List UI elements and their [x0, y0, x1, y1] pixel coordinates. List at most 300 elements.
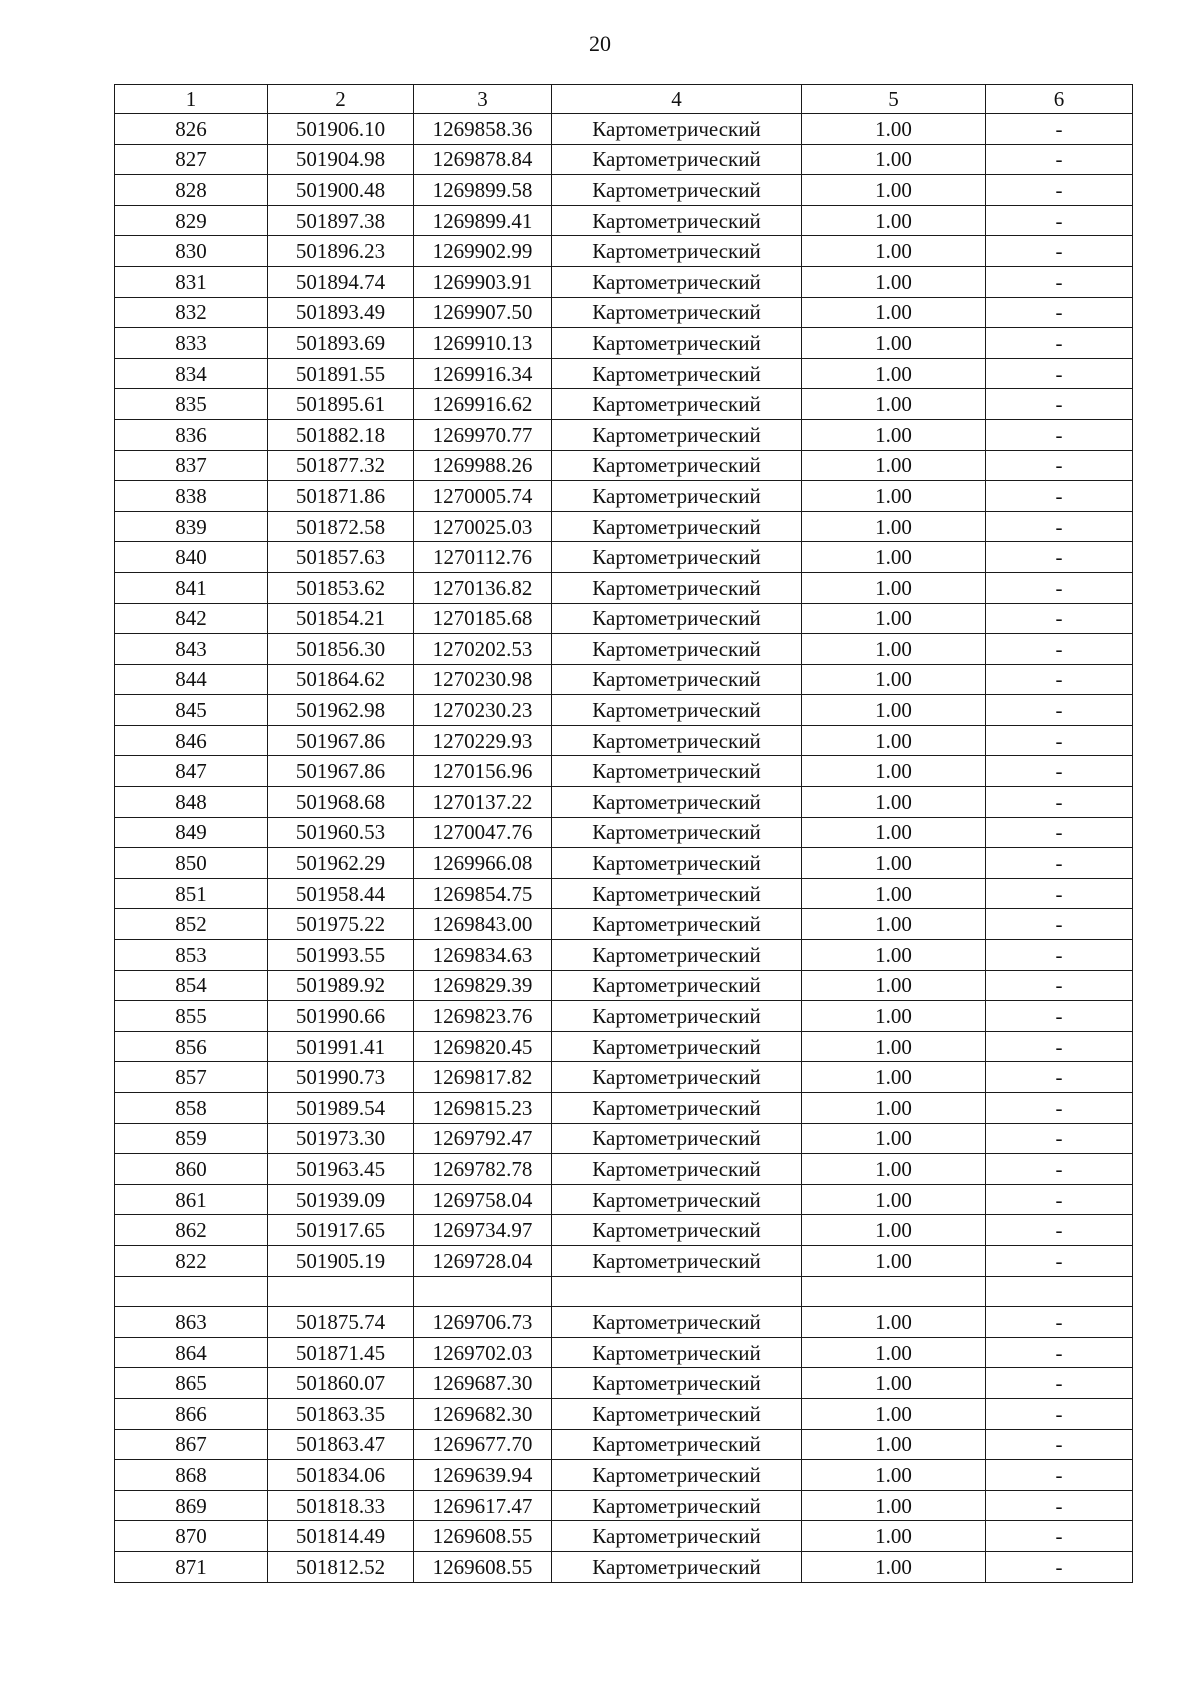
- note-cell: -: [986, 144, 1133, 175]
- table-row: [115, 1460, 1133, 1491]
- x-coordinate-cell: 501872.58: [268, 511, 414, 542]
- x-coordinate-cell: 501896.23: [268, 236, 414, 267]
- x-coordinate-cell: 501877.32: [268, 450, 414, 481]
- method-cell: Картометрический: [552, 695, 802, 726]
- accuracy-cell: 1.00: [802, 1337, 986, 1368]
- accuracy-cell: 1.00: [802, 542, 986, 573]
- accuracy-cell: 1.00: [802, 695, 986, 726]
- x-coordinate-cell: 501834.06: [268, 1460, 414, 1491]
- y-coordinate-cell: 1269728.04: [414, 1245, 552, 1276]
- point-number-cell: 869: [115, 1490, 268, 1521]
- method-cell: Картометрический: [552, 725, 802, 756]
- x-coordinate-cell: 501958.44: [268, 878, 414, 909]
- point-number-cell: 859: [115, 1123, 268, 1154]
- column-header-6: 6: [986, 85, 1133, 114]
- table-row: [115, 940, 1133, 971]
- point-number-cell: 843: [115, 634, 268, 665]
- column-header-4: 4: [552, 85, 802, 114]
- method-cell: [552, 1276, 802, 1307]
- y-coordinate-cell: 1270112.76: [414, 542, 552, 573]
- accuracy-cell: 1.00: [802, 878, 986, 909]
- point-number-cell: 831: [115, 266, 268, 297]
- point-number-cell: 839: [115, 511, 268, 542]
- method-cell: Картометрический: [552, 572, 802, 603]
- column-header-3: 3: [414, 85, 552, 114]
- column-header-5: 5: [802, 85, 986, 114]
- y-coordinate-cell: 1269907.50: [414, 297, 552, 328]
- method-cell: Картометрический: [552, 634, 802, 665]
- point-number-cell: 860: [115, 1154, 268, 1185]
- x-coordinate-cell: 501860.07: [268, 1368, 414, 1399]
- point-number-cell: 828: [115, 175, 268, 206]
- table-row: [115, 1093, 1133, 1124]
- table-row: [115, 695, 1133, 726]
- method-cell: Картометрический: [552, 1031, 802, 1062]
- table-row: [115, 266, 1133, 297]
- column-header-1: 1: [115, 85, 268, 114]
- x-coordinate-cell: 501990.73: [268, 1062, 414, 1093]
- table-row: [115, 1154, 1133, 1185]
- table-row: [115, 389, 1133, 420]
- note-cell: -: [986, 1245, 1133, 1276]
- accuracy-cell: 1.00: [802, 1460, 986, 1491]
- accuracy-cell: 1.00: [802, 205, 986, 236]
- accuracy-cell: 1.00: [802, 1154, 986, 1185]
- table-row: [115, 664, 1133, 695]
- x-coordinate-cell: 501875.74: [268, 1307, 414, 1338]
- table-row: [115, 205, 1133, 236]
- y-coordinate-cell: 1270202.53: [414, 634, 552, 665]
- accuracy-cell: 1.00: [802, 1490, 986, 1521]
- x-coordinate-cell: 501968.68: [268, 787, 414, 818]
- point-number-cell: 827: [115, 144, 268, 175]
- y-coordinate-cell: 1269639.94: [414, 1460, 552, 1491]
- note-cell: -: [986, 572, 1133, 603]
- method-cell: Картометрический: [552, 756, 802, 787]
- x-coordinate-cell: [268, 1276, 414, 1307]
- y-coordinate-cell: 1269608.55: [414, 1521, 552, 1552]
- method-cell: Картометрический: [552, 328, 802, 359]
- note-cell: -: [986, 389, 1133, 420]
- note-cell: -: [986, 909, 1133, 940]
- x-coordinate-cell: 501900.48: [268, 175, 414, 206]
- x-coordinate-cell: 501871.86: [268, 481, 414, 512]
- accuracy-cell: 1.00: [802, 1031, 986, 1062]
- note-cell: -: [986, 817, 1133, 848]
- table-row: [115, 848, 1133, 879]
- x-coordinate-cell: 501905.19: [268, 1245, 414, 1276]
- method-cell: Картометрический: [552, 664, 802, 695]
- note-cell: -: [986, 1551, 1133, 1582]
- accuracy-cell: 1.00: [802, 664, 986, 695]
- method-cell: Картометрический: [552, 1184, 802, 1215]
- point-number-cell: [115, 1276, 268, 1307]
- x-coordinate-cell: 501818.33: [268, 1490, 414, 1521]
- note-cell: -: [986, 1154, 1133, 1185]
- y-coordinate-cell: 1269902.99: [414, 236, 552, 267]
- table-row: [115, 1490, 1133, 1521]
- point-number-cell: 850: [115, 848, 268, 879]
- accuracy-cell: 1.00: [802, 511, 986, 542]
- note-cell: -: [986, 236, 1133, 267]
- y-coordinate-cell: 1269706.73: [414, 1307, 552, 1338]
- note-cell: -: [986, 358, 1133, 389]
- method-cell: Картометрический: [552, 1307, 802, 1338]
- point-number-cell: 845: [115, 695, 268, 726]
- note-cell: -: [986, 266, 1133, 297]
- x-coordinate-cell: 501891.55: [268, 358, 414, 389]
- note-cell: -: [986, 725, 1133, 756]
- x-coordinate-cell: 501960.53: [268, 817, 414, 848]
- accuracy-cell: 1.00: [802, 419, 986, 450]
- method-cell: Картометрический: [552, 1062, 802, 1093]
- accuracy-cell: 1.00: [802, 1368, 986, 1399]
- method-cell: Картометрический: [552, 1123, 802, 1154]
- accuracy-cell: 1.00: [802, 940, 986, 971]
- table-row: [115, 725, 1133, 756]
- x-coordinate-cell: 501893.69: [268, 328, 414, 359]
- accuracy-cell: 1.00: [802, 266, 986, 297]
- x-coordinate-cell: 501857.63: [268, 542, 414, 573]
- point-number-cell: 842: [115, 603, 268, 634]
- point-number-cell: 863: [115, 1307, 268, 1338]
- point-number-cell: 835: [115, 389, 268, 420]
- point-number-cell: 865: [115, 1368, 268, 1399]
- method-cell: Картометрический: [552, 1490, 802, 1521]
- method-cell: Картометрический: [552, 542, 802, 573]
- table-row: [115, 1215, 1133, 1246]
- accuracy-cell: 1.00: [802, 114, 986, 145]
- method-cell: Картометрический: [552, 236, 802, 267]
- y-coordinate-cell: 1270230.98: [414, 664, 552, 695]
- y-coordinate-cell: 1269682.30: [414, 1398, 552, 1429]
- accuracy-cell: 1.00: [802, 1245, 986, 1276]
- y-coordinate-cell: 1269734.97: [414, 1215, 552, 1246]
- note-cell: -: [986, 175, 1133, 206]
- accuracy-cell: 1.00: [802, 787, 986, 818]
- accuracy-cell: 1.00: [802, 1062, 986, 1093]
- y-coordinate-cell: 1270185.68: [414, 603, 552, 634]
- x-coordinate-cell: 501853.62: [268, 572, 414, 603]
- accuracy-cell: 1.00: [802, 572, 986, 603]
- table-row: [115, 1123, 1133, 1154]
- point-number-cell: 866: [115, 1398, 268, 1429]
- note-cell: -: [986, 1093, 1133, 1124]
- method-cell: Картометрический: [552, 1001, 802, 1032]
- table-row: [115, 1398, 1133, 1429]
- point-number-cell: 822: [115, 1245, 268, 1276]
- table-row: [115, 1184, 1133, 1215]
- method-cell: Картометрический: [552, 419, 802, 450]
- table-row: [115, 144, 1133, 175]
- x-coordinate-cell: 501917.65: [268, 1215, 414, 1246]
- x-coordinate-cell: 501967.86: [268, 725, 414, 756]
- point-number-cell: 867: [115, 1429, 268, 1460]
- note-cell: -: [986, 664, 1133, 695]
- note-cell: -: [986, 1368, 1133, 1399]
- method-cell: Картометрический: [552, 144, 802, 175]
- x-coordinate-cell: 501864.62: [268, 664, 414, 695]
- point-number-cell: 846: [115, 725, 268, 756]
- note-cell: -: [986, 1429, 1133, 1460]
- y-coordinate-cell: 1269988.26: [414, 450, 552, 481]
- y-coordinate-cell: 1269782.78: [414, 1154, 552, 1185]
- point-number-cell: 834: [115, 358, 268, 389]
- note-cell: -: [986, 634, 1133, 665]
- y-coordinate-cell: 1269966.08: [414, 848, 552, 879]
- x-coordinate-cell: 501990.66: [268, 1001, 414, 1032]
- point-number-cell: 832: [115, 297, 268, 328]
- method-cell: Картометрический: [552, 848, 802, 879]
- y-coordinate-cell: 1269758.04: [414, 1184, 552, 1215]
- accuracy-cell: 1.00: [802, 1123, 986, 1154]
- y-coordinate-cell: 1270156.96: [414, 756, 552, 787]
- note-cell: -: [986, 756, 1133, 787]
- y-coordinate-cell: 1269820.45: [414, 1031, 552, 1062]
- y-coordinate-cell: 1269702.03: [414, 1337, 552, 1368]
- method-cell: Картометрический: [552, 175, 802, 206]
- method-cell: Картометрический: [552, 1154, 802, 1185]
- y-coordinate-cell: 1269687.30: [414, 1368, 552, 1399]
- point-number-cell: 847: [115, 756, 268, 787]
- method-cell: Картометрический: [552, 1093, 802, 1124]
- point-number-cell: 833: [115, 328, 268, 359]
- header-row: [115, 85, 1133, 114]
- accuracy-cell: 1.00: [802, 970, 986, 1001]
- table-row: [115, 634, 1133, 665]
- table-row: [115, 1062, 1133, 1093]
- y-coordinate-cell: 1270025.03: [414, 511, 552, 542]
- method-cell: Картометрический: [552, 909, 802, 940]
- accuracy-cell: 1.00: [802, 1551, 986, 1582]
- note-cell: -: [986, 878, 1133, 909]
- x-coordinate-cell: 501962.29: [268, 848, 414, 879]
- method-cell: Картометрический: [552, 297, 802, 328]
- method-cell: Картометрический: [552, 1551, 802, 1582]
- x-coordinate-cell: 501989.92: [268, 970, 414, 1001]
- note-cell: -: [986, 695, 1133, 726]
- x-coordinate-cell: 501962.98: [268, 695, 414, 726]
- table-row: [115, 1001, 1133, 1032]
- y-coordinate-cell: 1269792.47: [414, 1123, 552, 1154]
- note-cell: -: [986, 481, 1133, 512]
- note-cell: -: [986, 450, 1133, 481]
- table-row: [115, 175, 1133, 206]
- x-coordinate-cell: 501963.45: [268, 1154, 414, 1185]
- point-number-cell: 857: [115, 1062, 268, 1093]
- method-cell: Картометрический: [552, 389, 802, 420]
- point-number-cell: 840: [115, 542, 268, 573]
- point-number-cell: 829: [115, 205, 268, 236]
- method-cell: Картометрический: [552, 511, 802, 542]
- accuracy-cell: 1.00: [802, 175, 986, 206]
- x-coordinate-cell: 501906.10: [268, 114, 414, 145]
- note-cell: -: [986, 1123, 1133, 1154]
- x-coordinate-cell: 501989.54: [268, 1093, 414, 1124]
- accuracy-cell: 1.00: [802, 634, 986, 665]
- note-cell: -: [986, 511, 1133, 542]
- note-cell: -: [986, 1215, 1133, 1246]
- table-row: [115, 878, 1133, 909]
- table-row: [115, 114, 1133, 145]
- note-cell: -: [986, 1001, 1133, 1032]
- note-cell: -: [986, 1460, 1133, 1491]
- y-coordinate-cell: 1269899.41: [414, 205, 552, 236]
- accuracy-cell: 1.00: [802, 481, 986, 512]
- accuracy-cell: 1.00: [802, 450, 986, 481]
- method-cell: Картометрический: [552, 1398, 802, 1429]
- method-cell: Картометрический: [552, 1460, 802, 1491]
- accuracy-cell: 1.00: [802, 1429, 986, 1460]
- accuracy-cell: 1.00: [802, 1215, 986, 1246]
- note-cell: -: [986, 1337, 1133, 1368]
- point-number-cell: 853: [115, 940, 268, 971]
- note-cell: -: [986, 419, 1133, 450]
- point-number-cell: 826: [115, 114, 268, 145]
- method-cell: Картометрический: [552, 970, 802, 1001]
- table-row: [115, 1521, 1133, 1552]
- coordinates-table: [114, 84, 1133, 1583]
- x-coordinate-cell: 501893.49: [268, 297, 414, 328]
- column-header-2: 2: [268, 85, 414, 114]
- method-cell: Картометрический: [552, 1429, 802, 1460]
- accuracy-cell: 1.00: [802, 1521, 986, 1552]
- table-body: [115, 114, 1133, 1583]
- y-coordinate-cell: 1269910.13: [414, 328, 552, 359]
- point-number-cell: 858: [115, 1093, 268, 1124]
- point-number-cell: 855: [115, 1001, 268, 1032]
- point-number-cell: 870: [115, 1521, 268, 1552]
- table-row: [115, 236, 1133, 267]
- x-coordinate-cell: 501894.74: [268, 266, 414, 297]
- note-cell: -: [986, 1307, 1133, 1338]
- accuracy-cell: 1.00: [802, 1184, 986, 1215]
- y-coordinate-cell: 1270005.74: [414, 481, 552, 512]
- accuracy-cell: 1.00: [802, 603, 986, 634]
- y-coordinate-cell: 1269858.36: [414, 114, 552, 145]
- y-coordinate-cell: 1270047.76: [414, 817, 552, 848]
- accuracy-cell: 1.00: [802, 1398, 986, 1429]
- x-coordinate-cell: 501939.09: [268, 1184, 414, 1215]
- x-coordinate-cell: 501856.30: [268, 634, 414, 665]
- note-cell: -: [986, 940, 1133, 971]
- note-cell: -: [986, 297, 1133, 328]
- x-coordinate-cell: 501814.49: [268, 1521, 414, 1552]
- page-number: 20: [589, 31, 611, 56]
- y-coordinate-cell: 1269823.76: [414, 1001, 552, 1032]
- method-cell: Картометрический: [552, 878, 802, 909]
- table-header: [115, 85, 1133, 114]
- note-cell: -: [986, 1398, 1133, 1429]
- point-number-cell: 852: [115, 909, 268, 940]
- table-row: [115, 511, 1133, 542]
- accuracy-cell: 1.00: [802, 1093, 986, 1124]
- y-coordinate-cell: 1269817.82: [414, 1062, 552, 1093]
- y-coordinate-cell: 1269834.63: [414, 940, 552, 971]
- x-coordinate-cell: 501991.41: [268, 1031, 414, 1062]
- x-coordinate-cell: 501863.35: [268, 1398, 414, 1429]
- point-number-cell: 844: [115, 664, 268, 695]
- accuracy-cell: 1.00: [802, 848, 986, 879]
- method-cell: Картометрический: [552, 481, 802, 512]
- note-cell: -: [986, 1184, 1133, 1215]
- y-coordinate-cell: [414, 1276, 552, 1307]
- y-coordinate-cell: 1269843.00: [414, 909, 552, 940]
- x-coordinate-cell: 501863.47: [268, 1429, 414, 1460]
- x-coordinate-cell: 501882.18: [268, 419, 414, 450]
- point-number-cell: 830: [115, 236, 268, 267]
- table-row: [115, 1276, 1133, 1307]
- table-row: [115, 1245, 1133, 1276]
- accuracy-cell: 1.00: [802, 236, 986, 267]
- y-coordinate-cell: 1269878.84: [414, 144, 552, 175]
- x-coordinate-cell: 501993.55: [268, 940, 414, 971]
- accuracy-cell: 1.00: [802, 1001, 986, 1032]
- note-cell: -: [986, 787, 1133, 818]
- table-row: [115, 419, 1133, 450]
- point-number-cell: 854: [115, 970, 268, 1001]
- table-row: [115, 542, 1133, 573]
- x-coordinate-cell: 501975.22: [268, 909, 414, 940]
- method-cell: Картометрический: [552, 1521, 802, 1552]
- note-cell: -: [986, 1490, 1133, 1521]
- y-coordinate-cell: 1269815.23: [414, 1093, 552, 1124]
- x-coordinate-cell: 501854.21: [268, 603, 414, 634]
- x-coordinate-cell: 501967.86: [268, 756, 414, 787]
- note-cell: -: [986, 848, 1133, 879]
- y-coordinate-cell: 1269854.75: [414, 878, 552, 909]
- accuracy-cell: 1.00: [802, 389, 986, 420]
- y-coordinate-cell: 1269916.34: [414, 358, 552, 389]
- point-number-cell: 841: [115, 572, 268, 603]
- accuracy-cell: 1.00: [802, 909, 986, 940]
- note-cell: -: [986, 542, 1133, 573]
- point-number-cell: 848: [115, 787, 268, 818]
- point-number-cell: 868: [115, 1460, 268, 1491]
- method-cell: Картометрический: [552, 1215, 802, 1246]
- method-cell: Картометрический: [552, 1245, 802, 1276]
- note-cell: -: [986, 328, 1133, 359]
- point-number-cell: 836: [115, 419, 268, 450]
- point-number-cell: 856: [115, 1031, 268, 1062]
- y-coordinate-cell: 1270137.22: [414, 787, 552, 818]
- y-coordinate-cell: 1270229.93: [414, 725, 552, 756]
- method-cell: Картометрический: [552, 450, 802, 481]
- method-cell: Картометрический: [552, 1337, 802, 1368]
- point-number-cell: 861: [115, 1184, 268, 1215]
- accuracy-cell: 1.00: [802, 297, 986, 328]
- table-row: [115, 297, 1133, 328]
- note-cell: -: [986, 603, 1133, 634]
- x-coordinate-cell: 501812.52: [268, 1551, 414, 1582]
- accuracy-cell: 1.00: [802, 817, 986, 848]
- table-row: [115, 328, 1133, 359]
- table-row: [115, 1551, 1133, 1582]
- point-number-cell: 849: [115, 817, 268, 848]
- note-cell: -: [986, 970, 1133, 1001]
- table-row: [115, 1337, 1133, 1368]
- table-row: [115, 970, 1133, 1001]
- y-coordinate-cell: 1270136.82: [414, 572, 552, 603]
- table-row: [115, 787, 1133, 818]
- note-cell: -: [986, 1031, 1133, 1062]
- note-cell: -: [986, 1062, 1133, 1093]
- accuracy-cell: 1.00: [802, 1307, 986, 1338]
- point-number-cell: 871: [115, 1551, 268, 1582]
- accuracy-cell: 1.00: [802, 328, 986, 359]
- table-row: [115, 909, 1133, 940]
- method-cell: Картометрический: [552, 1368, 802, 1399]
